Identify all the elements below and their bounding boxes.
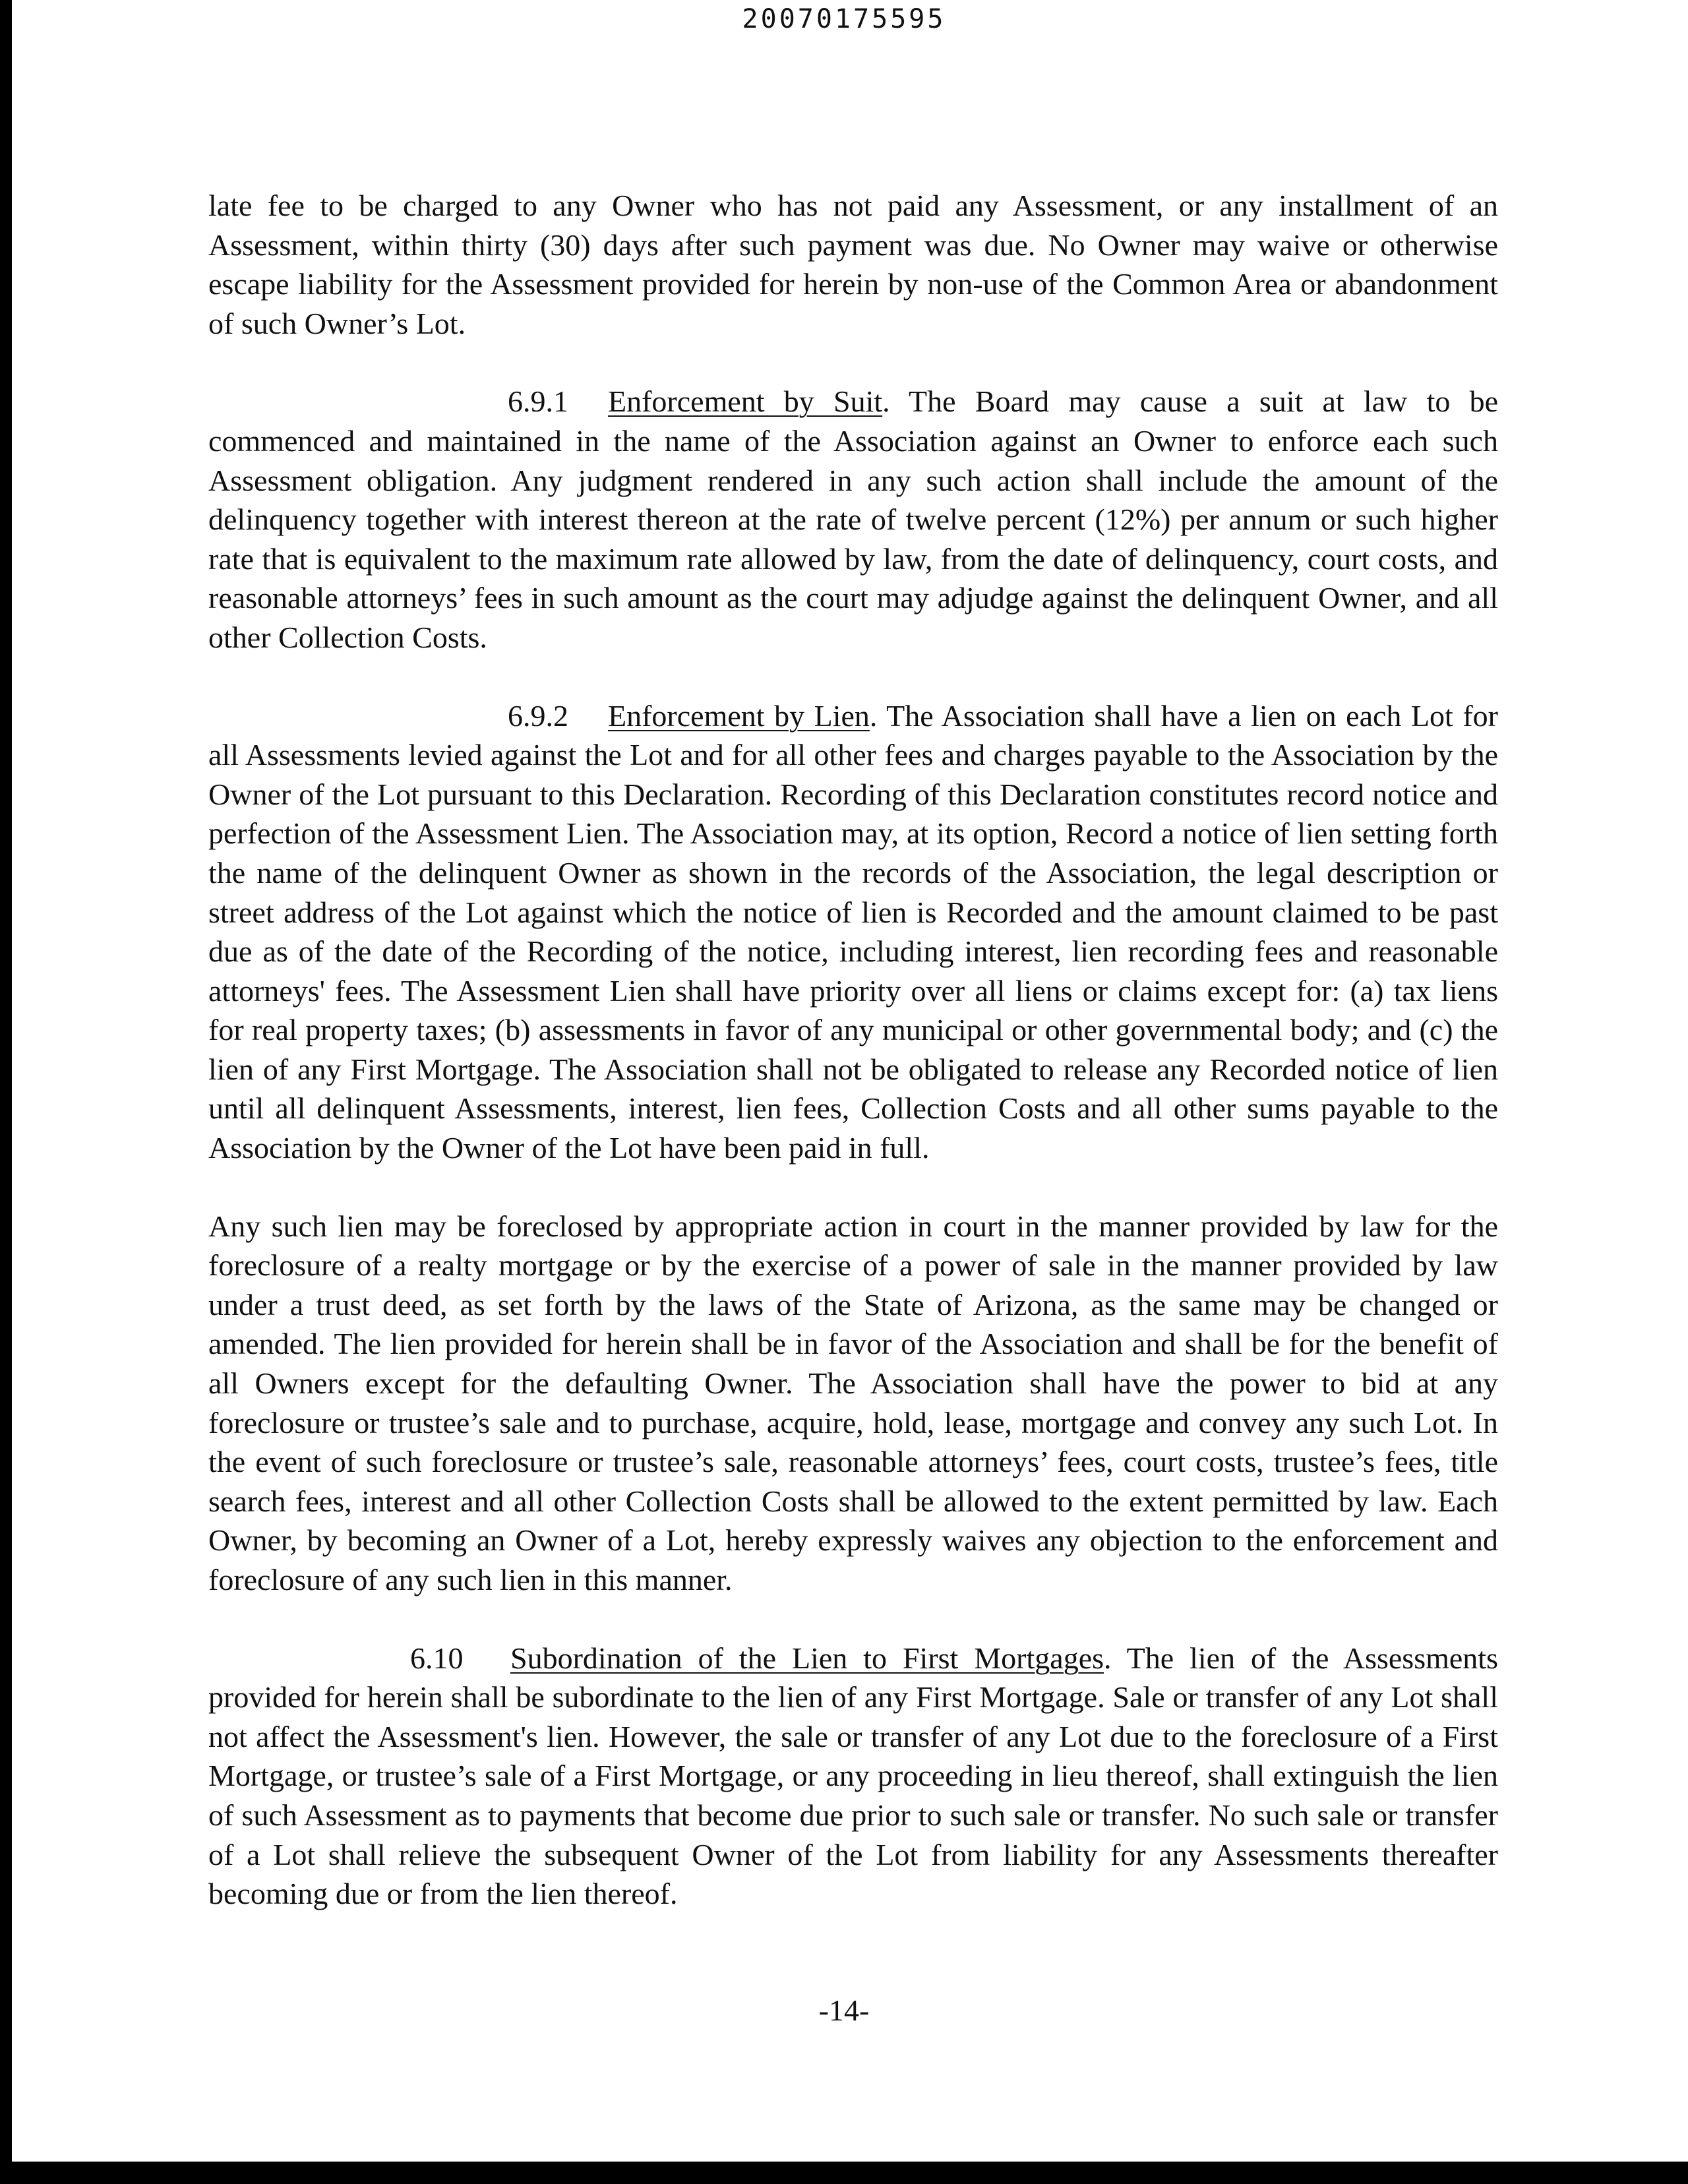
section-number: 6.9.2 xyxy=(508,698,568,733)
section-heading: Subordination of the Lien to First Mortgages xyxy=(510,1641,1104,1675)
document-body xyxy=(208,186,1498,1953)
paragraph-foreclosure: Any such lien may be foreclosed by appropriate action in court in the manner provided by law for the foreclosure of a realty mortgage or by the exercise of a power of sale in the manner provided by law under a trust deed, as set forth by the laws of the State of Arizona, as the same may be changed or amended. The lien provided for herein shall be in favor of the Association and shall be for the benefit of all Owners except for the defaulting Owner. The Association shall have the power to bid at any foreclosure or trustee’s sale and to purchase, acquire, hold, lease, mortgage and convey any such Lot. In the event of such foreclosure or trustee’s sale, reasonable attorneys’ fees, court costs, trustee’s fees, title search fees, interest and all other Collection Costs shall be allowed to the extent permitted by law. Each Owner, by becoming an Owner of a Lot, hereby expressly waives any objection to the enforcement and foreclosure of any such lien in this manner. xyxy=(208,1209,1498,1596)
section-text: . The Association shall have a lien on each Lot for all Assessments levied against the Lot and for all other fees and charges payable to the Association by the Owner of the Lot pursuant to this Declaration. Recording of this Declaration constitutes record notice and perfection of the Assessment Lien. The Association may, at its option, Record a notice of lien setting forth the name of the delinquent Owner as shown in the records of the Association, the legal description or street address of the Lot against which the notice of lien is Recorded and the amount claimed to be past due as of the date of the Recording of the notice, including interest, lien recording fees and reasonable attorneys' fees. The Assessment Lien shall have priority over all liens or claims except for: (a) tax liens for real property taxes; (b) assessments in favor of any municipal or other governmental body; and (c) the lien of any First Mortgage. The Association shall not be obligated to release any Recorded notice of lien until all delinquent Assessments, interest, lien fees, Collection Costs and all other sums payable to the Association by the Owner of the Lot have been paid in full. xyxy=(208,698,1499,1165)
section-6-9-1 xyxy=(208,382,1498,657)
section-heading: Enforcement by Lien xyxy=(608,698,870,733)
section-6-9-2 xyxy=(208,696,1498,1168)
page-number: -14- xyxy=(818,1993,870,2027)
section-number: 6.10 xyxy=(410,1641,464,1675)
section-text: . The Board may cause a suit at law to be commenced and maintained in the name of the Association against an Owner to enforce each such Assessment obligation. Any judgment rendered in any such action shall include the amount of the delinquency together with interest thereon at the rate of twelve percent (12%) per annum or such higher rate that is equivalent to the maximum rate allowed by law, from the date of delinquency, court costs, and reasonable attorneys’ fees in such amount as the court may adjudge against the delinquent Owner, and all other Collection Costs. xyxy=(208,384,1498,654)
section-heading: Enforcement by Suit xyxy=(608,384,883,419)
section-text: . The lien of the Assessments provided for herein shall be subordinate to the lien of any First Mortgage. Sale or transfer of any Lot shall not affect the Assessment's lien. However, the sale or transfer of any Lot due to the foreclosure of a First Mortgage, or trustee’s sale of a First Mortgage, or any proceeding in lieu thereof, shall extinguish the lien of such Assessment as to payments that become due prior to such sale or transfer. No such sale or transfer of a Lot shall relieve the subsequent Owner of the Lot from liability for any Assessments thereafter becoming due or from the lien thereof. xyxy=(208,1641,1498,1911)
document-number: 20070175595 xyxy=(742,4,946,34)
paragraph-continuation: late fee to be charged to any Owner who has not paid any Assessment, or any installment of an Assessment, within thirty (30) days after such payment was due. No Owner may waive or otherwise escape liability for the Assessment provided for herein by non-use of the Common Area or abandonment of such Owner’s Lot. xyxy=(208,189,1498,340)
scan-border-left xyxy=(0,0,12,2184)
section-number: 6.9.1 xyxy=(508,384,568,419)
scan-border-bottom xyxy=(0,2162,1688,2184)
section-6-10 xyxy=(208,1639,1498,1914)
